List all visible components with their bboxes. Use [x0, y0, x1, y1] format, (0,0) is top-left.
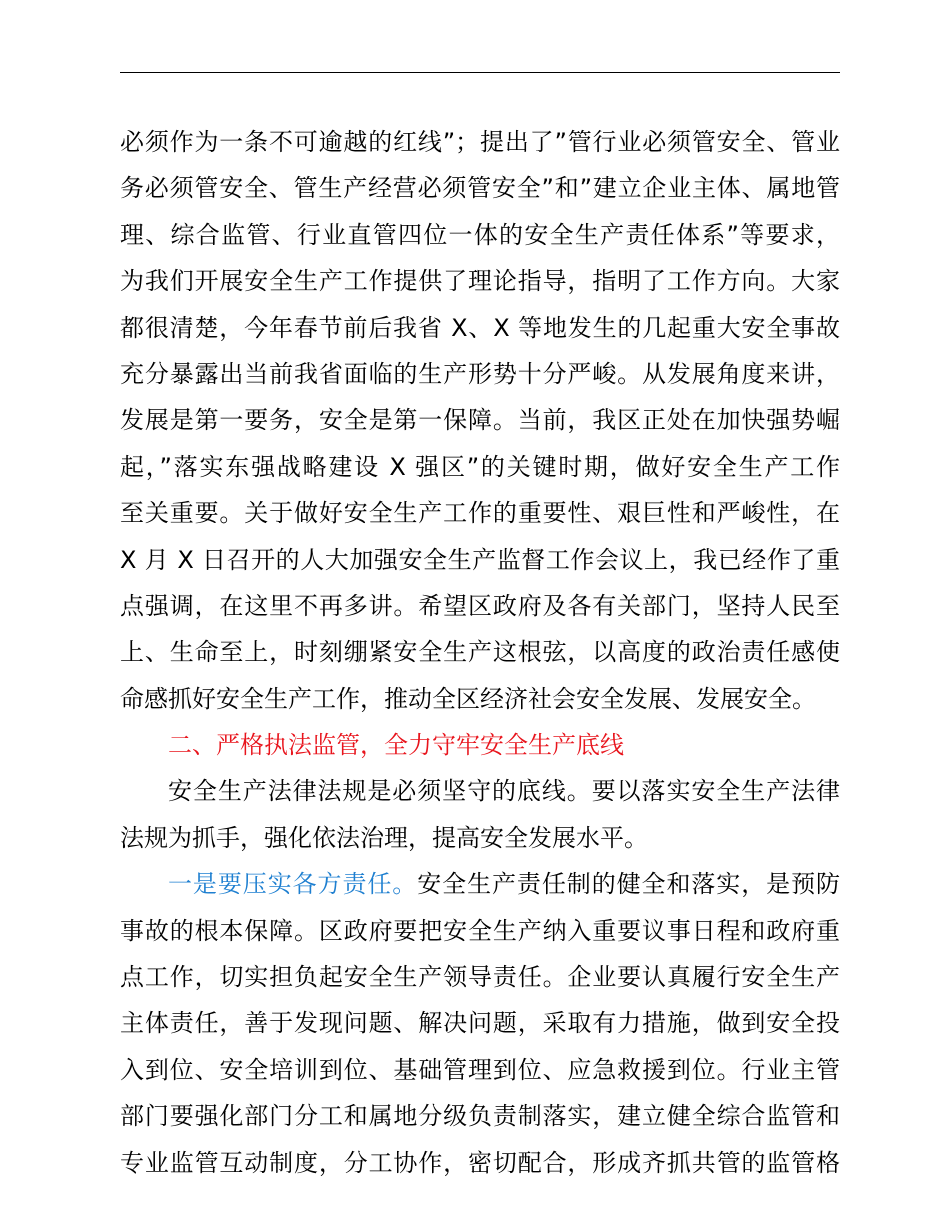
text-line: 安全生产法律法规是必须坚守的底线。要以落实安全生产法律 [168, 777, 840, 806]
text-line: 事故的根本保障。区政府要把安全生产纳入重要议事日程和政府重 [120, 916, 840, 945]
text-line: 入到位、安全培训到位、基础管理到位、应急救援到位。行业主管 [120, 1055, 840, 1084]
text-line: 务必须管安全、管生产经营必须管安全”和”建立企业主体、属地管 [120, 174, 840, 203]
text-line: 主体责任，善于发现问题、解决问题，采取有力措施，做到安全投 [120, 1009, 840, 1038]
text-line: 专业监管互动制度，分工协作，密切配合，形成齐抓共管的监管格 [120, 1148, 840, 1177]
text-line: 发展是第一要务，安全是第一保障。当前，我区正处在加快强势崛 [120, 406, 840, 435]
paragraph-1 [120, 119, 840, 722]
text-line: 为我们开展安全生产工作提供了理论指导，指明了工作方向。大家 [120, 267, 840, 296]
lead-continuation: 安全生产责任制的健全和落实，是预防 [417, 870, 840, 899]
text-line: 理、综合监管、行业直管四位一体的安全生产责任体系”等要求， [120, 220, 840, 249]
text-line: 命感抓好安全生产工作，推动全区经济社会安全发展、发展安全。 [120, 684, 816, 713]
text-line: 点强调，在这里不再多讲。希望区政府及各有关部门，坚持人民至 [120, 591, 840, 620]
text-line: 上、生命至上，时刻绷紧安全生产这根弦，以高度的政治责任感使 [120, 638, 840, 667]
text-line: 起，”落实东强战略建设 X 强区”的关键时期，做好安全生产工作 [120, 452, 840, 481]
paragraph-2 [120, 768, 840, 861]
text-line: 至关重要。关于做好安全生产工作的重要性、艰巨性和严峻性，在 [120, 499, 840, 528]
paragraph-3 [120, 861, 840, 1186]
text-line: 必须作为一条不可逾越的红线”；提出了”管行业必须管安全、管业 [120, 128, 840, 156]
section-heading: 二、严格执法监管，全力守牢安全生产底线 [168, 731, 624, 760]
text-line: 点工作，切实担负起安全生产领导责任。企业要认真履行安全生产 [120, 963, 840, 992]
document-body [120, 119, 840, 1186]
text-line: 都很清楚，今年春节前后我省 X、X 等地发生的几起重大安全事故 [120, 313, 840, 342]
header-rule [120, 72, 840, 73]
lead-phrase: 一是要压实各方责任。 [168, 870, 418, 899]
text-line: X 月 X 日召开的人大加强安全生产监督工作会议上，我已经作了重 [120, 545, 840, 574]
text-line: 充分暴露出当前我省面临的生产形势十分严峻。从发展角度来讲， [120, 359, 840, 388]
text-line: 法规为抓手，强化依法治理，提高安全发展水平。 [120, 823, 648, 852]
text-line: 部门要强化部门分工和属地分级负责制落实，建立健全综合监管和 [120, 1102, 840, 1131]
text-line-lead [120, 861, 840, 907]
